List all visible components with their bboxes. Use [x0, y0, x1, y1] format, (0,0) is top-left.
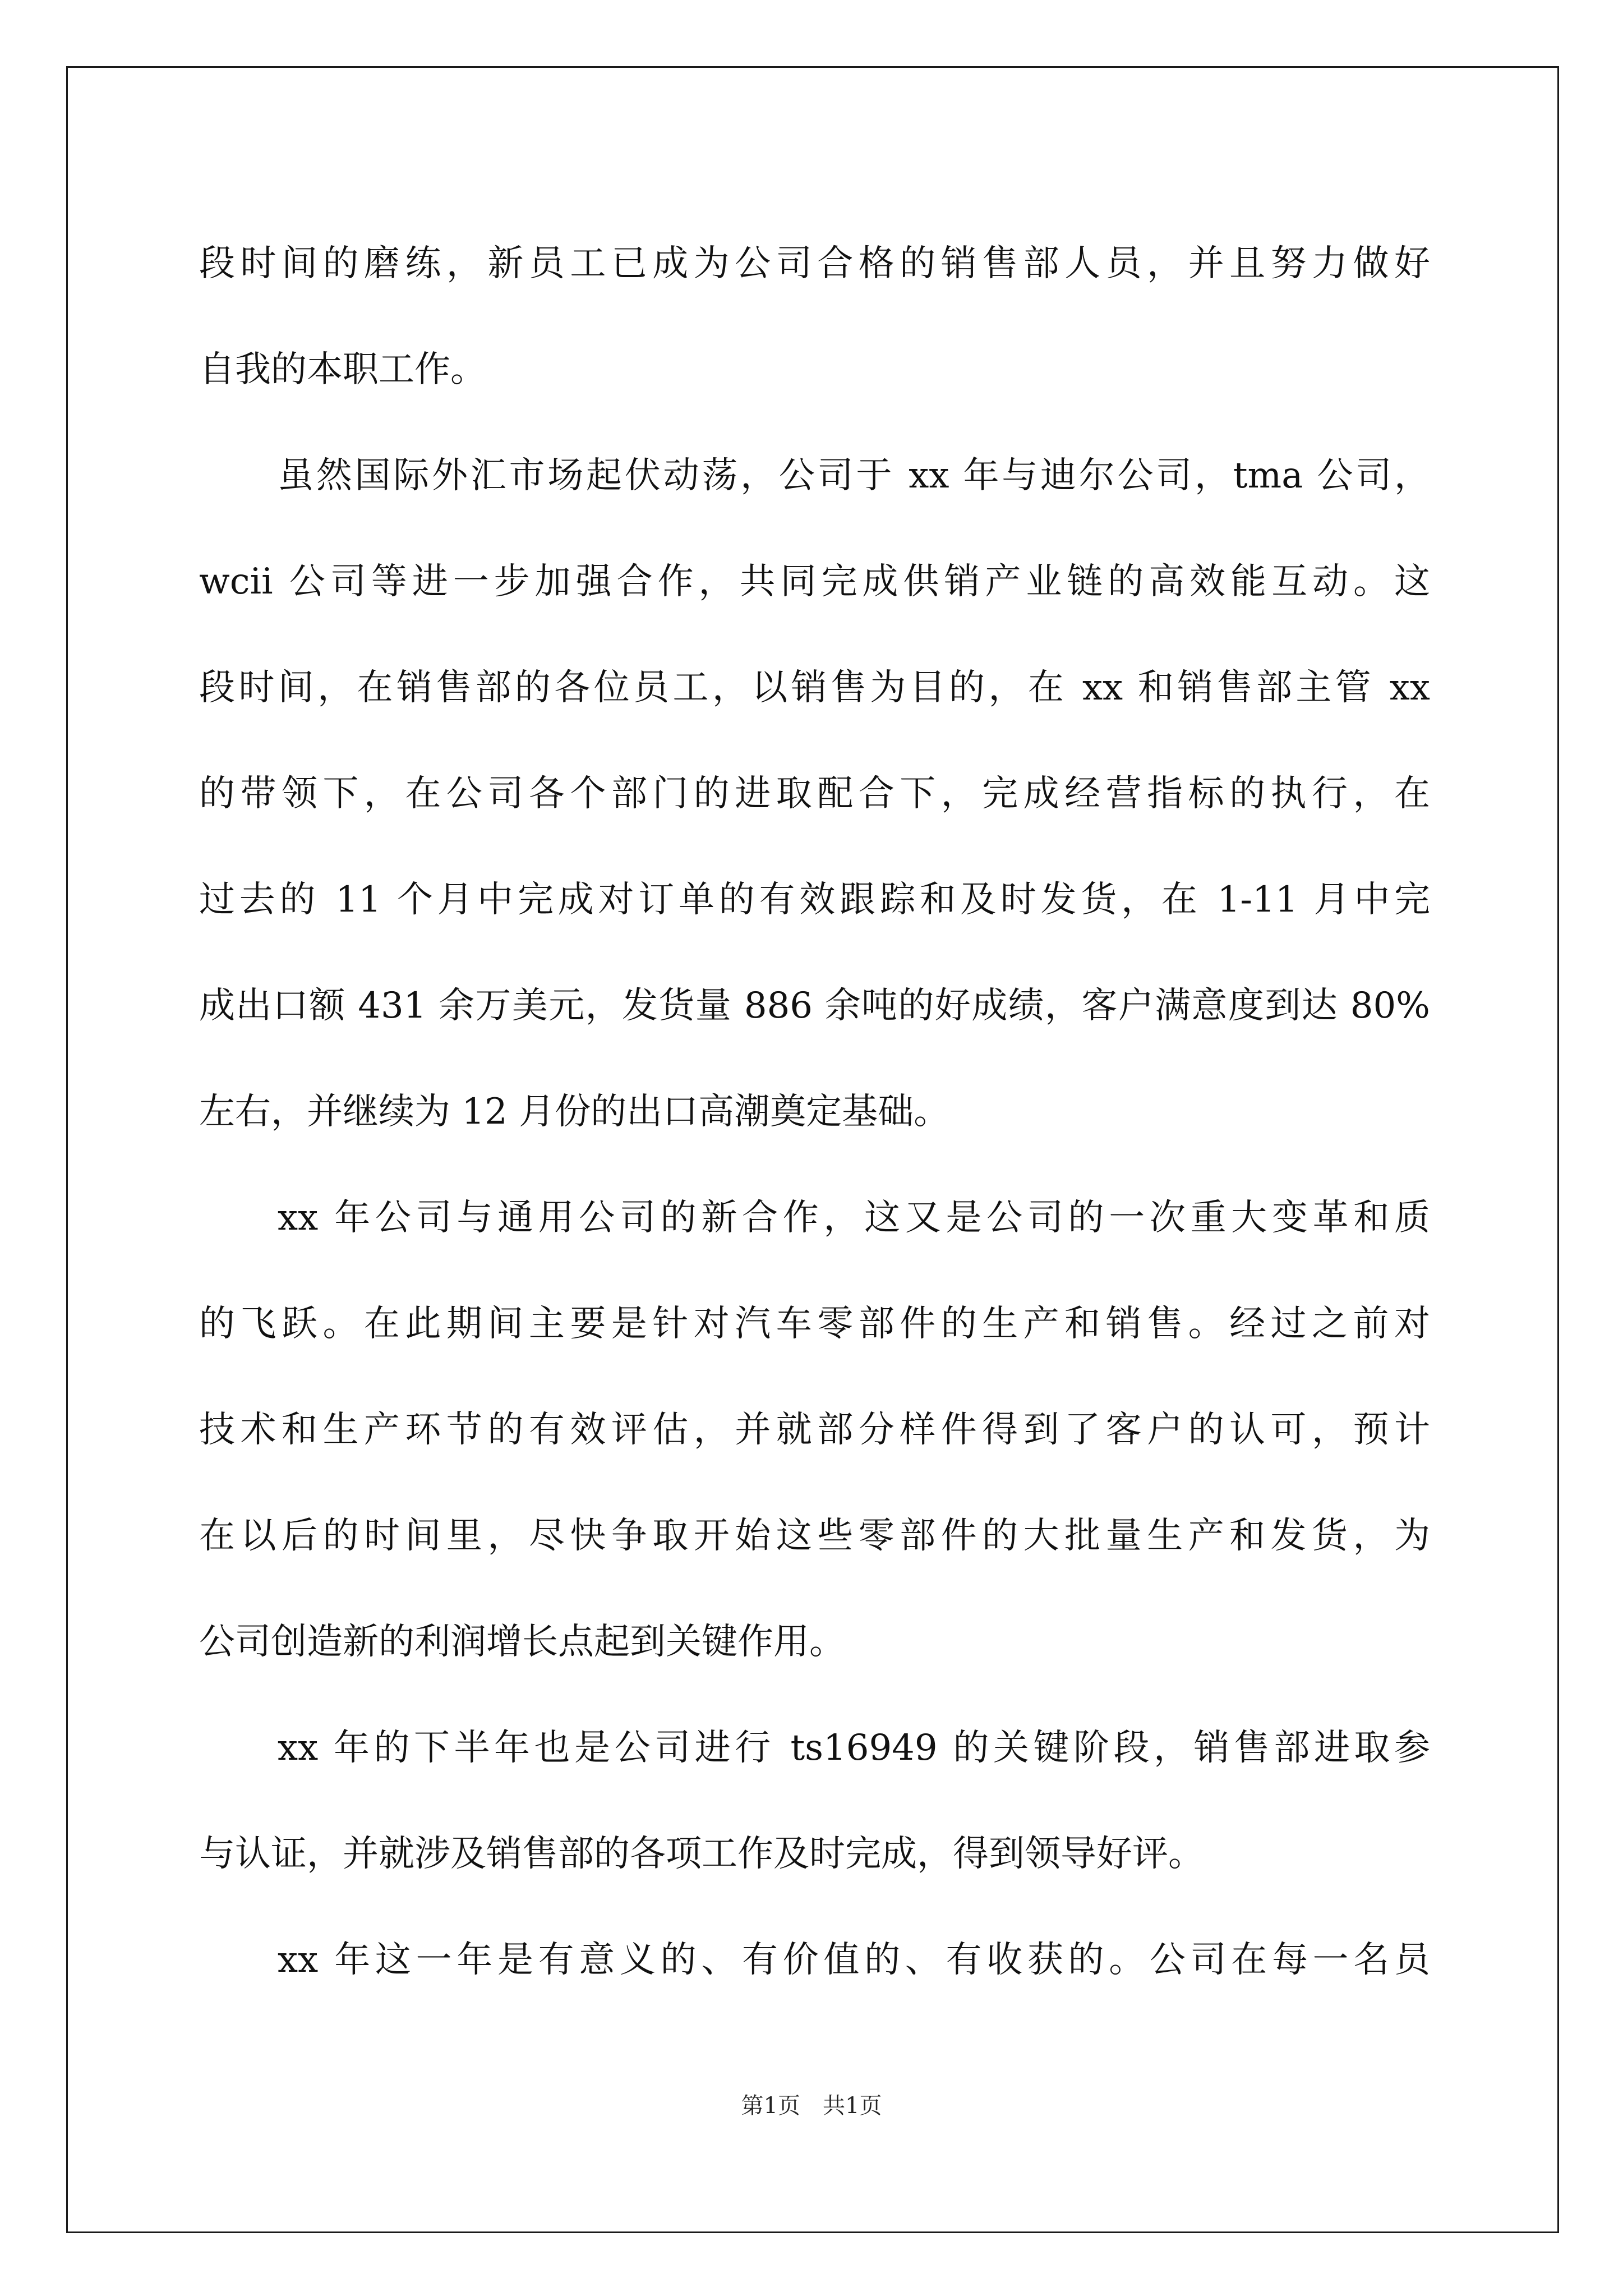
- text-line: 的飞跃。在此期间主要是针对汽车零部件的生产和销售。经过之前对: [199, 1303, 1430, 1345]
- text-line: 左右，并继续为 12 月份的出口高潮奠定基础。: [199, 1091, 950, 1133]
- text-line: 在以后的时间里，尽快争取开始这些零部件的大批量生产和发货，为: [199, 1515, 1430, 1557]
- page-number-footer: 第1页 共1页: [741, 2093, 882, 2119]
- document-body: [199, 211, 1430, 2013]
- text-line: 自我的本职工作。: [199, 349, 486, 390]
- text-line: 的带领下，在公司各个部门的进取配合下，完成经营指标的执行，在: [199, 773, 1430, 815]
- text-line: 段时间，在销售部的各位员工，以销售为目的，在 xx 和销售部主管 xx: [199, 667, 1430, 708]
- text-line: xx 年的下半年也是公司进行 ts16949 的关键阶段，销售部进取参: [278, 1727, 1430, 1769]
- text-line: 与认证，并就涉及销售部的各项工作及时完成，得到领导好评。: [199, 1833, 1204, 1875]
- text-line: 成出口额 431 余万美元，发货量 886 余吨的好成绩，客户满意度到达 80%: [199, 985, 1430, 1027]
- text-line: 过去的 11 个月中完成对订单的有效跟踪和及时发货，在 1-11 月中完: [199, 879, 1430, 921]
- text-line: xx 年公司与通用公司的新合作，这又是公司的一次重大变革和质: [278, 1197, 1430, 1239]
- text-line: 公司创造新的利润增长点起到关键作用。: [199, 1621, 845, 1663]
- text-line: 技术和生产环节的有效评估，并就部分样件得到了客户的认可，预计: [199, 1409, 1430, 1451]
- text-line: xx 年这一年是有意义的、有价值的、有收获的。公司在每一名员: [278, 1939, 1430, 1981]
- text-line: wcii 公司等进一步加强合作，共同完成供销产业链的高效能互动。这: [199, 561, 1430, 602]
- text-line: 段时间的磨练，新员工已成为公司合格的销售部人员，并且努力做好: [199, 243, 1430, 284]
- text-line: 虽然国际外汇市场起伏动荡，公司于 xx 年与迪尔公司，tma 公司，: [278, 455, 1430, 496]
